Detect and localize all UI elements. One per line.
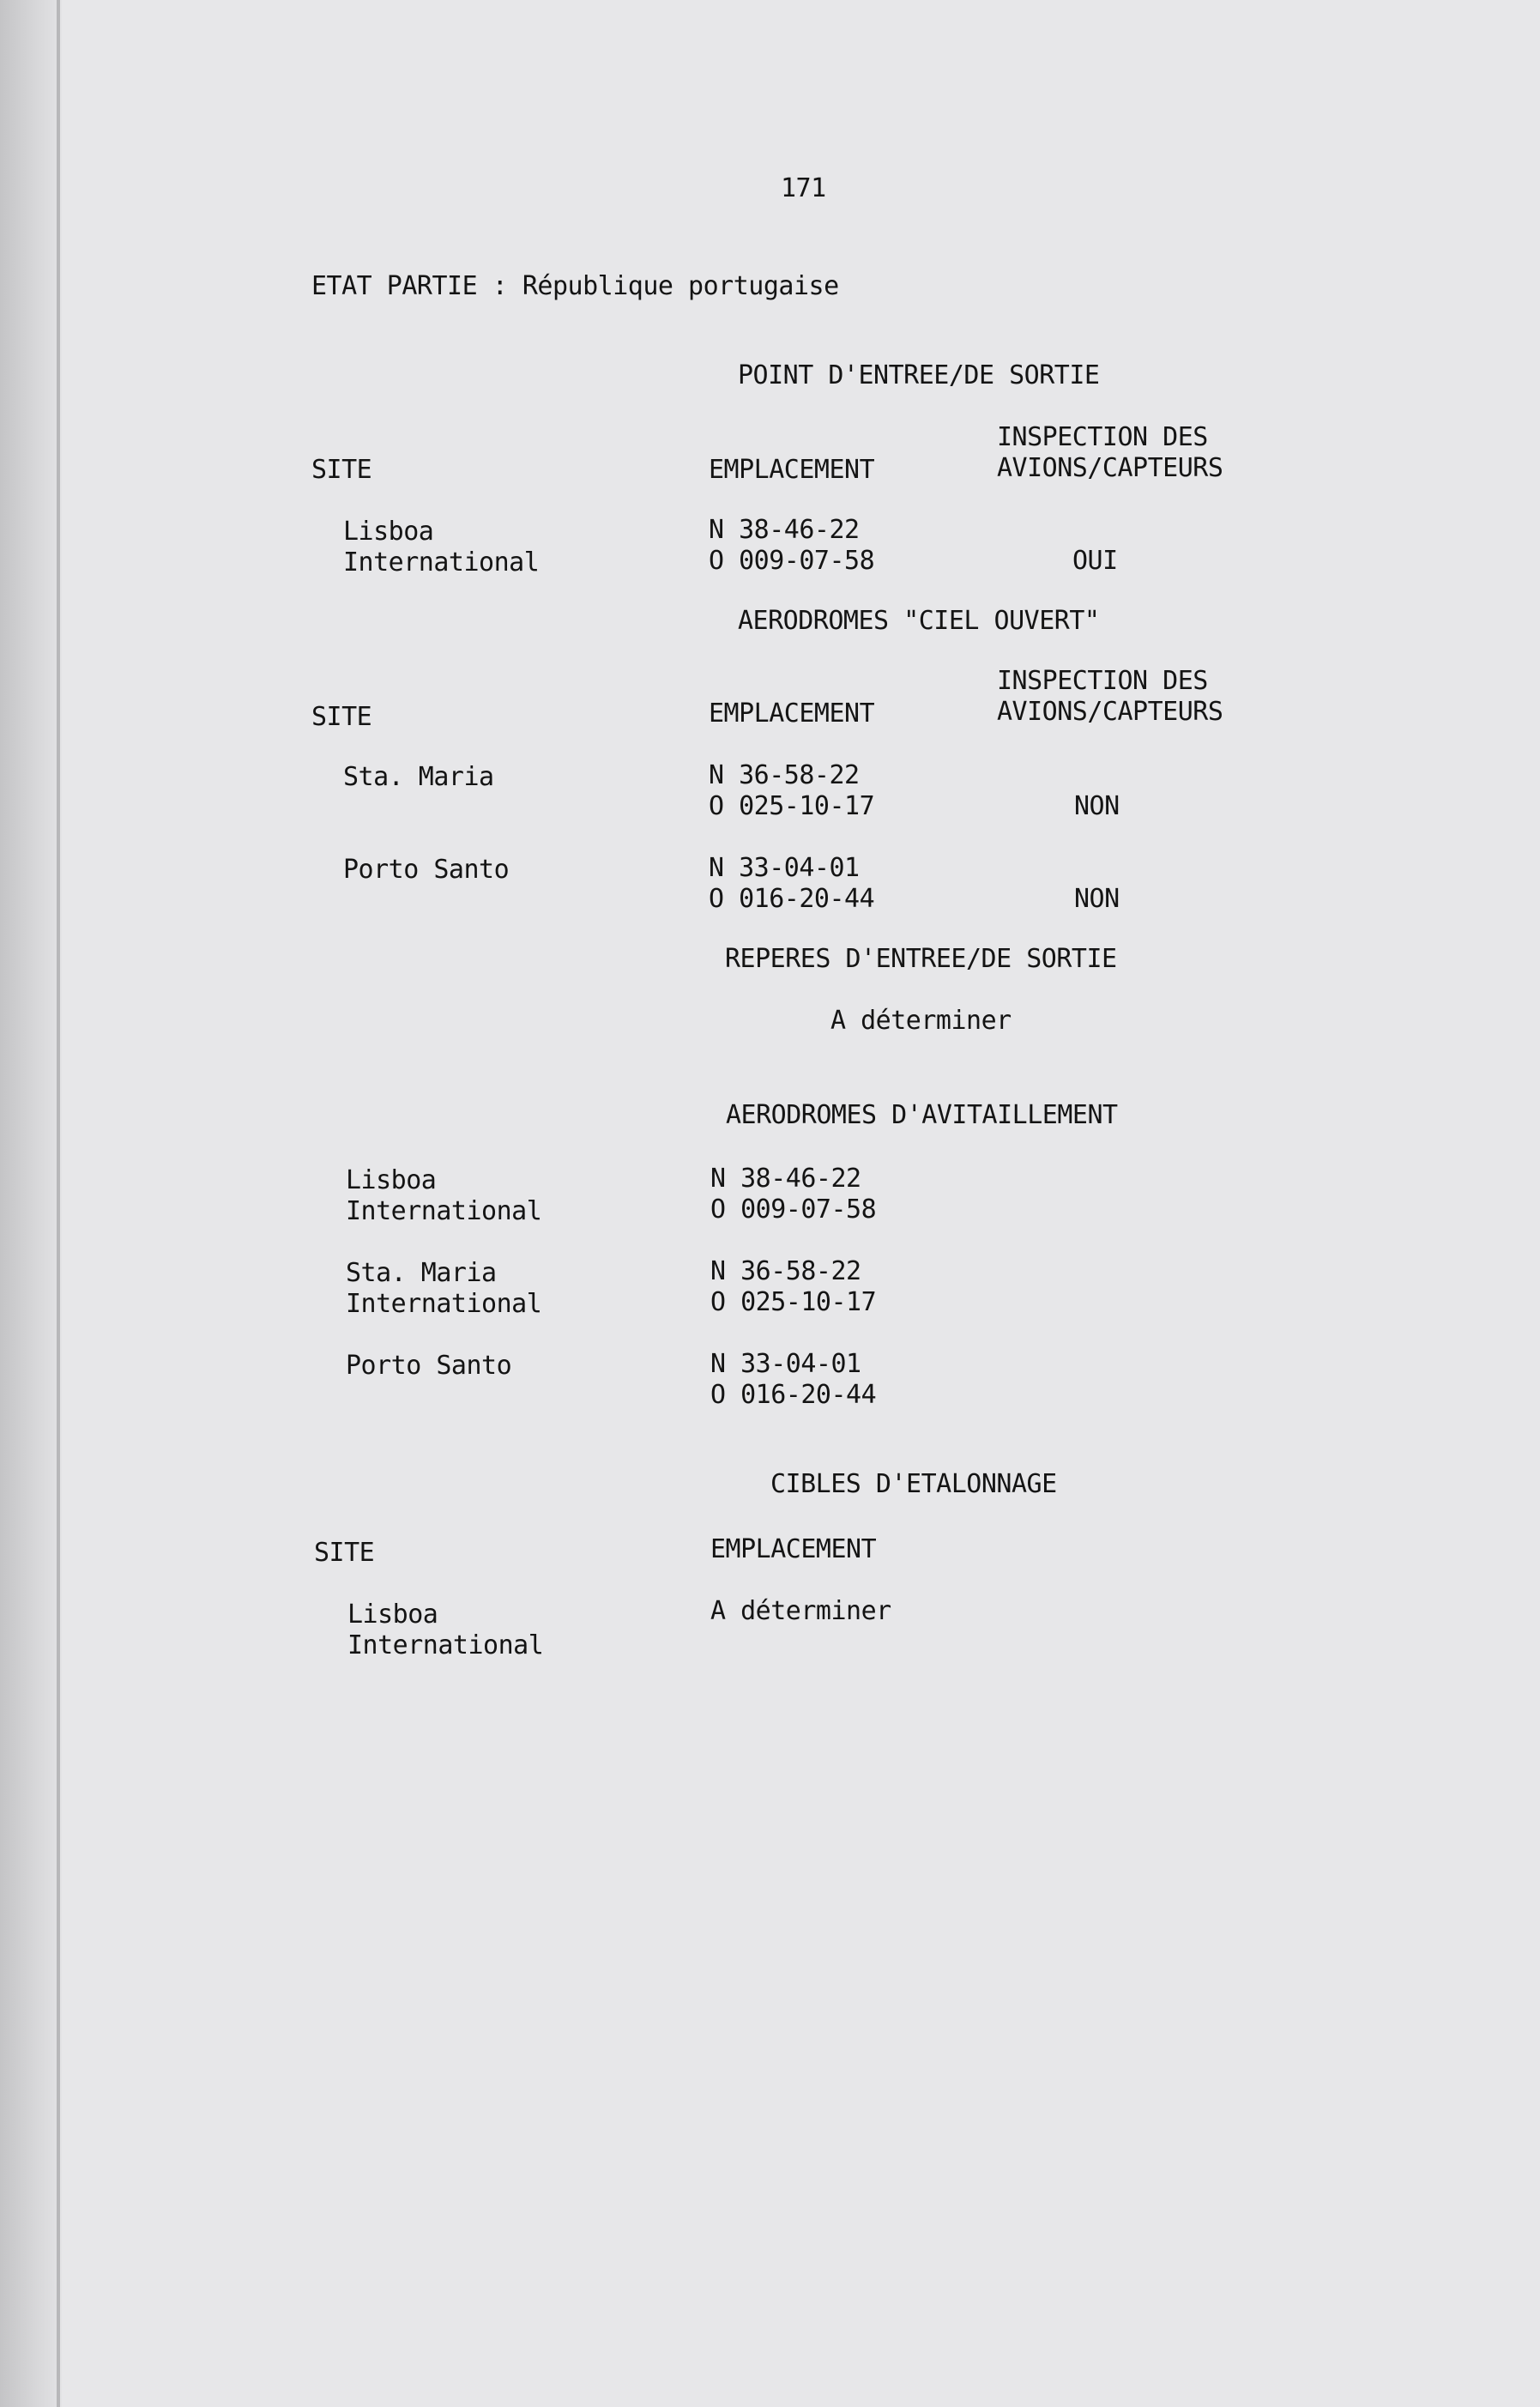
open-skies-site-2: Porto Santo (343, 855, 510, 885)
calibration-site-line-1: Lisboa (347, 1600, 438, 1630)
entry-exit-fixes-value: A déterminer (830, 1006, 1012, 1036)
open-skies-site-1: Sta. Maria (343, 762, 494, 792)
refuelling-site-2-line-2: International (346, 1289, 542, 1319)
book-spine-shadow (0, 0, 62, 2407)
refuelling-lon-1: O 009-07-58 (710, 1194, 877, 1225)
calibration-col-location: EMPLACEMENT (710, 1534, 877, 1564)
open-skies-col-inspection-1: INSPECTION DES (997, 666, 1208, 696)
open-skies-lon-2: O 016-20-44 (709, 884, 875, 914)
page-number: 171 (781, 173, 826, 203)
entry-exit-lat: N 38-46-22 (709, 515, 860, 545)
calibration-col-site: SITE (314, 1538, 375, 1568)
refuelling-heading: AERODROMES D'AVITAILLEMENT (726, 1100, 1118, 1130)
refuelling-lat-3: N 33-04-01 (710, 1349, 861, 1379)
open-skies-inspection-1: NON (1074, 791, 1120, 821)
entry-exit-col-location: EMPLACEMENT (709, 455, 875, 485)
refuelling-lat-1: N 38-46-22 (710, 1164, 861, 1194)
refuelling-lon-3: O 016-20-44 (710, 1380, 877, 1410)
refuelling-site-1-line-1: Lisboa (346, 1165, 437, 1195)
entry-exit-col-inspection-1: INSPECTION DES (997, 422, 1208, 452)
entry-exit-lon: O 009-07-58 (709, 546, 875, 576)
page-edge (57, 0, 60, 2407)
entry-exit-inspection-value: OUI (1072, 546, 1118, 576)
refuelling-site-2-line-1: Sta. Maria (346, 1258, 497, 1288)
entry-exit-col-site: SITE (311, 455, 372, 485)
open-skies-col-inspection-2: AVIONS/CAPTEURS (997, 697, 1223, 727)
refuelling-lat-2: N 36-58-22 (710, 1256, 861, 1286)
open-skies-heading: AERODROMES "CIEL OUVERT" (738, 606, 1100, 636)
open-skies-col-location: EMPLACEMENT (709, 699, 875, 729)
entry-exit-site-line-2: International (343, 547, 540, 578)
calibration-heading: CIBLES D'ETALONNAGE (770, 1469, 1057, 1499)
calibration-location-value: A déterminer (710, 1596, 891, 1626)
open-skies-lat-1: N 36-58-22 (709, 760, 860, 790)
open-skies-col-site: SITE (311, 702, 372, 732)
calibration-site-line-2: International (347, 1630, 544, 1660)
entry-exit-site-line-1: Lisboa (343, 517, 434, 547)
entry-exit-heading: POINT D'ENTREE/DE SORTIE (738, 360, 1100, 390)
open-skies-lat-2: N 33-04-01 (709, 853, 860, 883)
refuelling-site-1-line-2: International (346, 1196, 542, 1226)
open-skies-inspection-2: NON (1074, 884, 1120, 914)
state-party-title: ETAT PARTIE : République portugaise (311, 271, 839, 301)
open-skies-lon-1: O 025-10-17 (709, 791, 875, 821)
refuelling-lon-2: O 025-10-17 (710, 1287, 877, 1317)
entry-exit-col-inspection-2: AVIONS/CAPTEURS (997, 453, 1223, 483)
refuelling-site-3: Porto Santo (346, 1351, 512, 1381)
entry-exit-fixes-heading: REPERES D'ENTREE/DE SORTIE (725, 944, 1117, 974)
